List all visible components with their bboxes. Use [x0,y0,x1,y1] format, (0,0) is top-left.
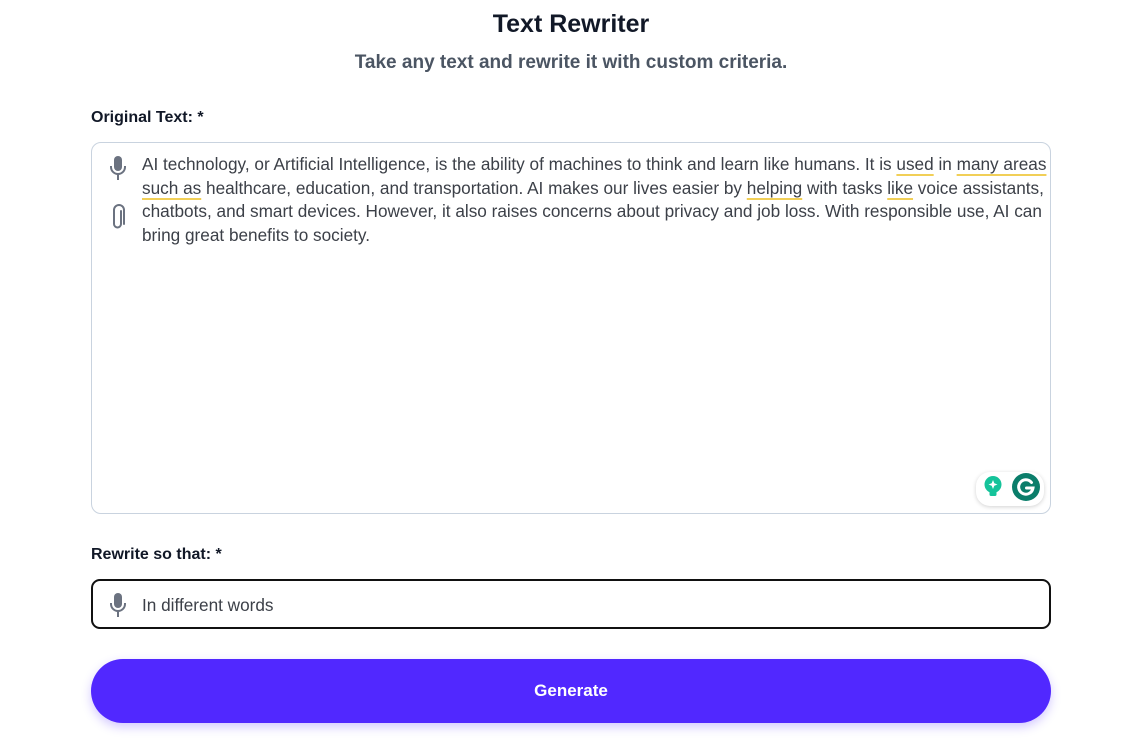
text-segment: healthcare, education, and transportation. AI makes our lives easier by [201,177,747,198]
text-segment: with tasks [802,177,888,198]
original-text-label [91,109,204,127]
microphone-icon[interactable] [105,591,131,619]
original-text-label-text: Original Text: [91,109,193,126]
paperclip-icon[interactable] [105,204,131,232]
rewrite-criteria-input[interactable] [142,593,1022,617]
text-segment: voice assistants, chatbots, and smart devices. However, it also raises concerns about privacy and job loss. With responsible use, AI can bring great benefits to society. [142,177,1044,245]
grammarly-widget[interactable] [976,472,1044,506]
grammar-suggestion[interactable]: used [896,154,934,174]
grammar-suggestion[interactable]: helping [746,177,803,198]
rewrite-label [91,546,222,564]
required-mark: * [197,109,204,126]
lightbulb-icon[interactable] [982,475,1004,504]
page-subtitle: Take any text and rewrite it with custom criteria. [354,52,788,73]
grammarly-icon[interactable] [1011,472,1041,507]
original-text-area[interactable] [91,142,1051,514]
grammar-suggestion[interactable]: many areas such as [142,154,1047,198]
grammar-suggestion[interactable]: like [887,177,914,198]
text-segment: in [933,154,957,174]
microphone-icon[interactable] [105,154,131,182]
rewrite-label-text: Rewrite so that: [91,546,212,563]
text-segment: AI technology, or Artificial Intelligence, is the ability of machines to think and learn like humans. It is [142,154,897,174]
required-mark: * [215,546,222,563]
rewrite-criteria-box[interactable] [91,579,1051,629]
page-title: Text Rewriter [492,10,650,38]
original-text-content[interactable] [142,153,1052,247]
generate-button[interactable]: Generate [91,659,1051,723]
